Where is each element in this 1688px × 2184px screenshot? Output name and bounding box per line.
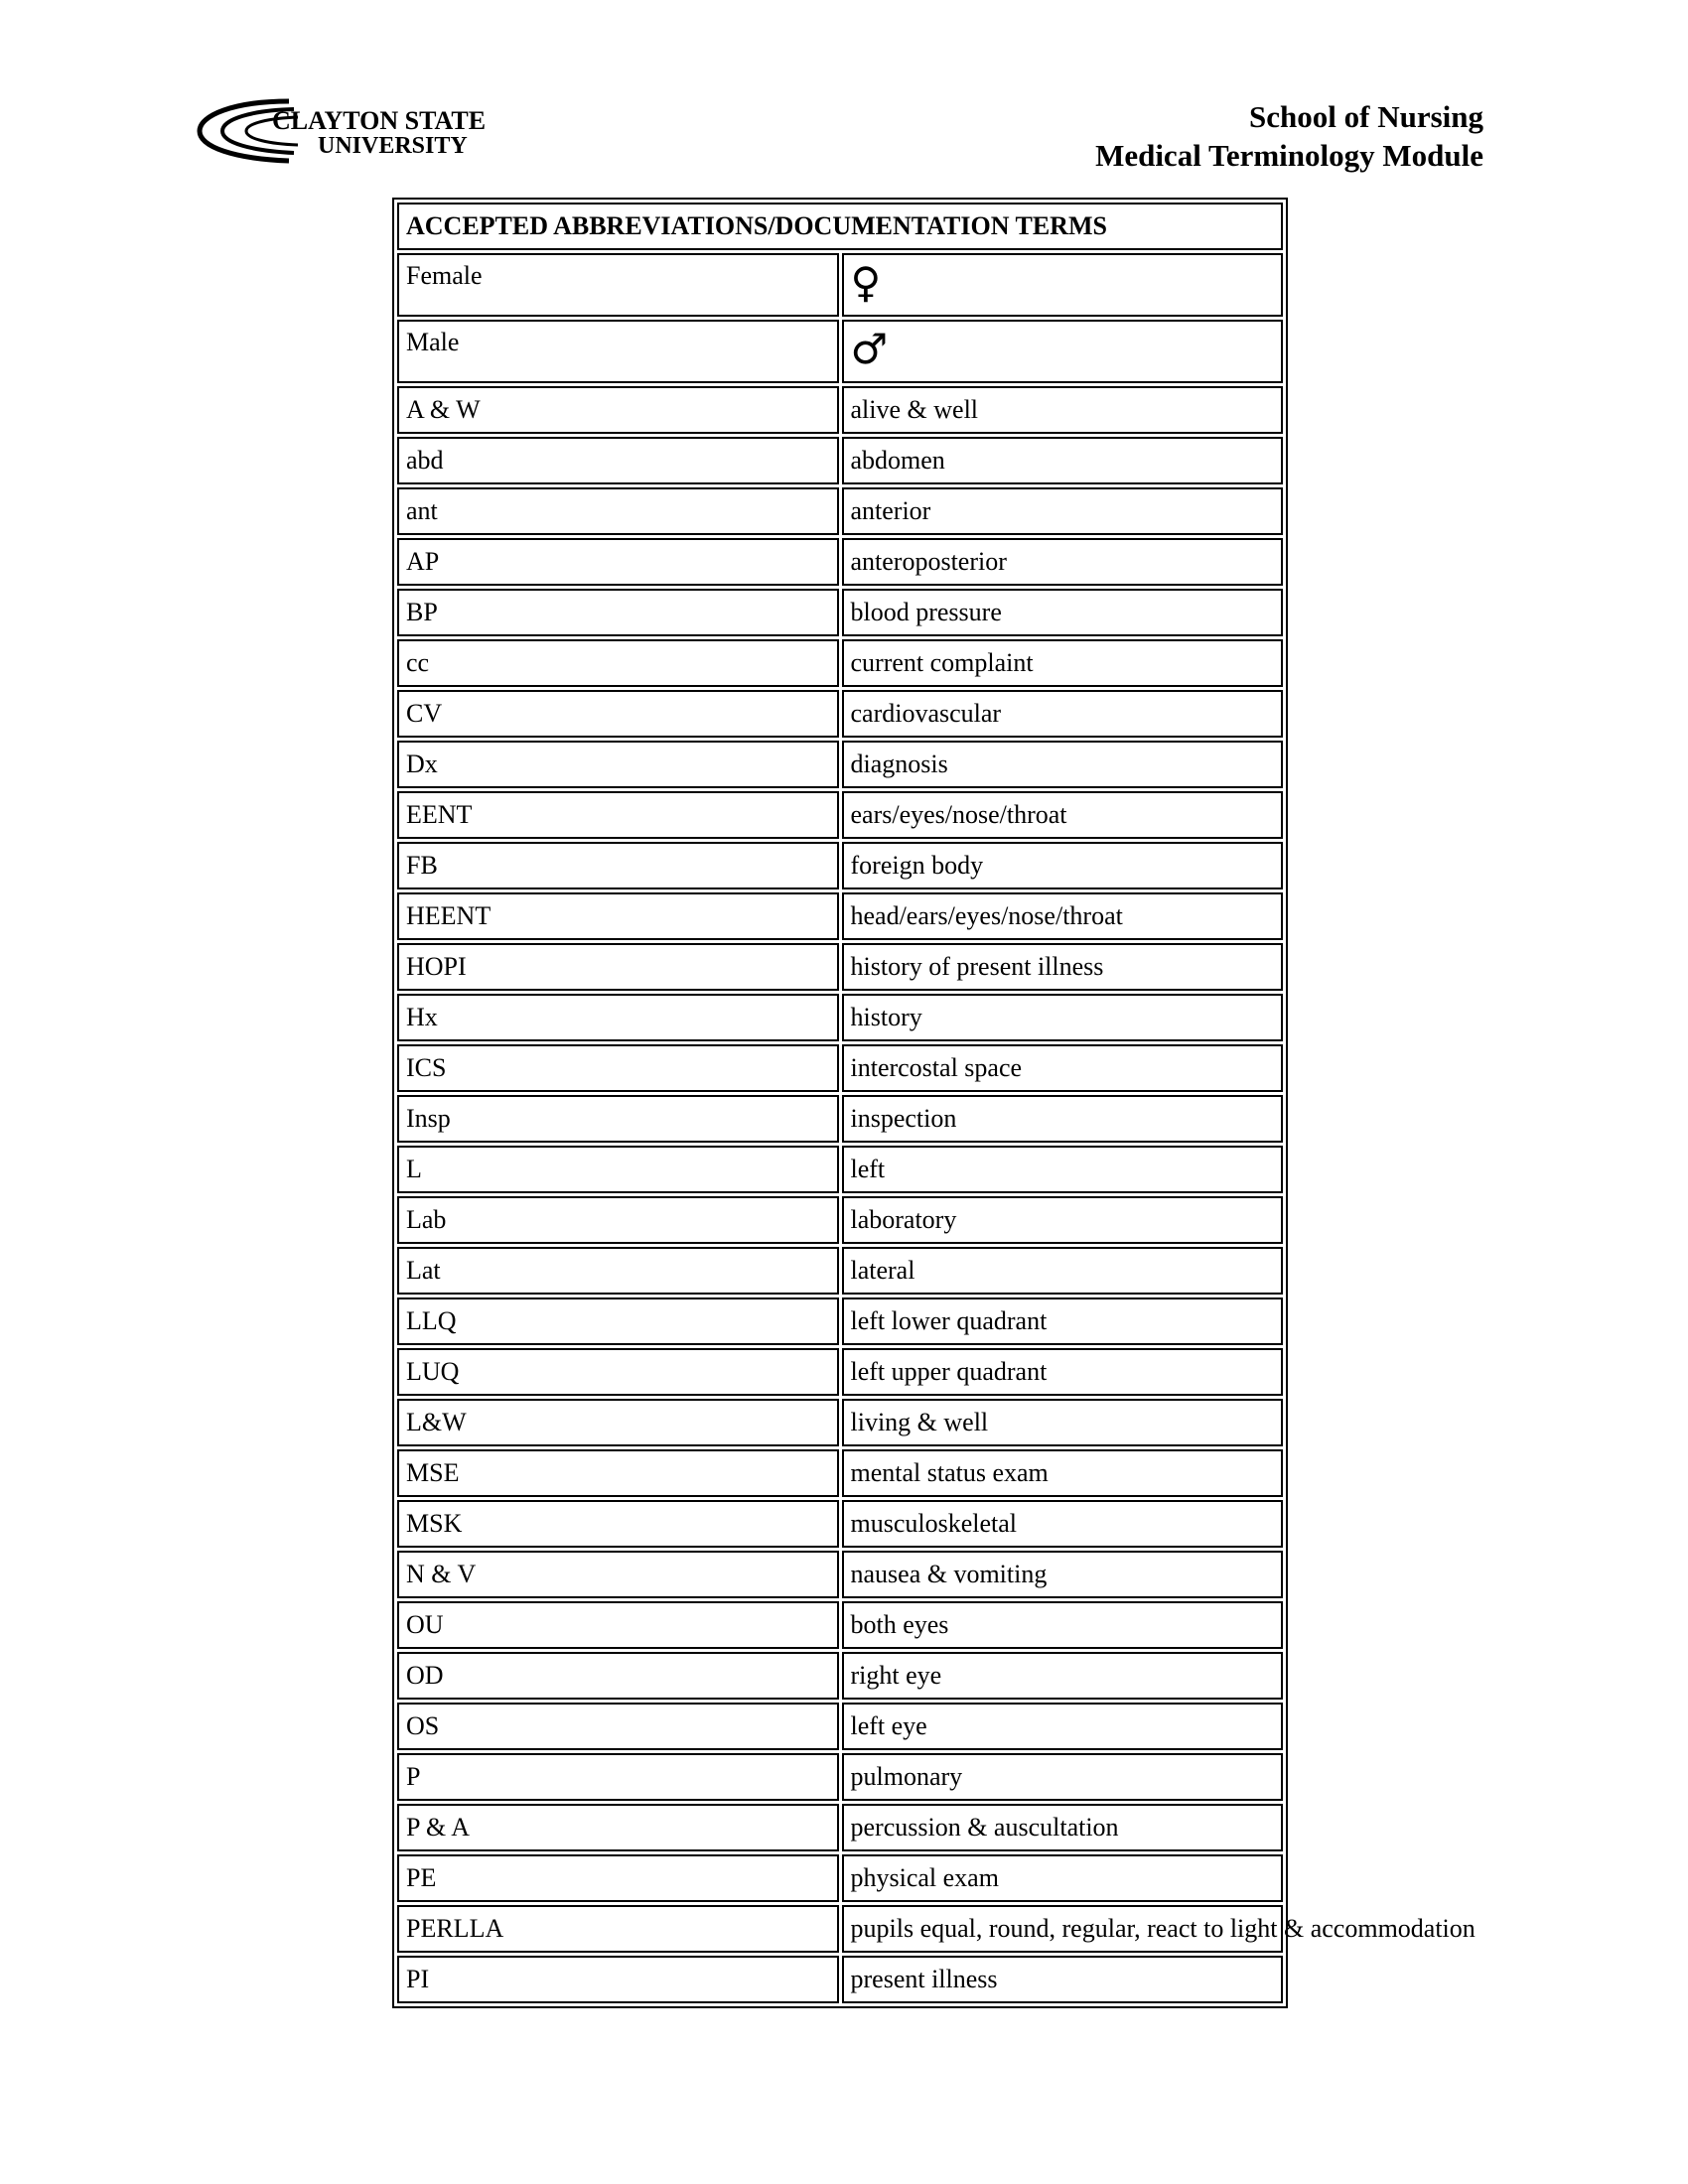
- abbreviation-cell: A & W: [397, 386, 839, 434]
- abbreviation-cell: PE: [397, 1854, 839, 1902]
- abbreviations-table-container: [392, 198, 1476, 2008]
- abbreviations-table: [392, 198, 1476, 2008]
- meaning-cell: laboratory: [842, 1196, 1284, 1244]
- abbreviation-cell: ant: [397, 487, 839, 535]
- meaning-cell: foreign body: [842, 842, 1284, 889]
- meaning-cell: mental status exam: [842, 1449, 1284, 1497]
- table-row: [397, 437, 1283, 484]
- logo-swoosh-icon: [195, 93, 487, 173]
- table-row: [397, 1044, 1283, 1092]
- meaning-cell: lateral: [842, 1247, 1284, 1295]
- table-title: ACCEPTED ABBREVIATIONS/DOCUMENTATION TERMS: [397, 203, 1283, 250]
- table-row: [397, 1854, 1283, 1902]
- table-row: [397, 538, 1283, 586]
- symbol-cell: [842, 320, 1284, 383]
- abbreviation-cell: PI: [397, 1956, 839, 2003]
- abbreviation-cell: ICS: [397, 1044, 839, 1092]
- table-row: [397, 1601, 1283, 1649]
- female-symbol-icon: ♀: [850, 258, 882, 307]
- meaning-cell: head/ears/eyes/nose/throat: [842, 892, 1284, 940]
- abbreviation-cell: HEENT: [397, 892, 839, 940]
- table-row: [397, 1652, 1283, 1700]
- abbreviation-cell: P: [397, 1753, 839, 1801]
- abbreviation-cell: OD: [397, 1652, 839, 1700]
- meaning-cell: abdomen: [842, 437, 1284, 484]
- table-row: [397, 386, 1283, 434]
- table-row: [397, 1146, 1283, 1193]
- meaning-cell: percussion & auscultation: [842, 1804, 1284, 1851]
- meaning-cell: present illness: [842, 1956, 1284, 2003]
- module-title: Medical Terminology Module: [1095, 138, 1483, 173]
- meaning-cell: cardiovascular: [842, 690, 1284, 738]
- table-row: [397, 741, 1283, 788]
- abbreviation-cell: Dx: [397, 741, 839, 788]
- symbol-cell: [842, 253, 1284, 317]
- document-header: [1095, 97, 1483, 175]
- table-row: [397, 487, 1283, 535]
- abbreviation-cell: Lat: [397, 1247, 839, 1295]
- abbreviation-cell: MSK: [397, 1500, 839, 1548]
- meaning-cell: ears/eyes/nose/throat: [842, 791, 1284, 839]
- abbreviation-cell: Insp: [397, 1095, 839, 1143]
- abbreviation-cell: OS: [397, 1703, 839, 1750]
- logo-line2: UNIVERSITY: [318, 133, 468, 159]
- abbreviation-cell: PERLLA: [397, 1905, 839, 1953]
- abbreviation-cell: L&W: [397, 1399, 839, 1446]
- table-row: [397, 1905, 1283, 1953]
- meaning-cell: diagnosis: [842, 741, 1284, 788]
- table-row: [397, 253, 1283, 317]
- term-cell: Male: [397, 320, 839, 383]
- table-row: [397, 1297, 1283, 1345]
- table-row: [397, 892, 1283, 940]
- table-row: [397, 589, 1283, 636]
- meaning-cell: left eye: [842, 1703, 1284, 1750]
- table-row: [397, 1703, 1283, 1750]
- logo-line1: CLAYTON STATE: [272, 106, 487, 135]
- meaning-cell: history of present illness: [842, 943, 1284, 991]
- abbreviation-cell: Hx: [397, 994, 839, 1041]
- meaning-cell: history: [842, 994, 1284, 1041]
- table-row: [397, 1551, 1283, 1598]
- table-row: [397, 1804, 1283, 1851]
- table-row: [397, 1196, 1283, 1244]
- meaning-cell: blood pressure: [842, 589, 1284, 636]
- abbreviation-cell: CV: [397, 690, 839, 738]
- meaning-cell: left: [842, 1146, 1284, 1193]
- table-row: [397, 1348, 1283, 1396]
- meaning-cell: right eye: [842, 1652, 1284, 1700]
- male-symbol-icon: ♂: [850, 325, 889, 373]
- abbreviation-cell: FB: [397, 842, 839, 889]
- meaning-cell: anteroposterior: [842, 538, 1284, 586]
- abbreviation-cell: L: [397, 1146, 839, 1193]
- meaning-cell: nausea & vomiting: [842, 1551, 1284, 1598]
- table-row: [397, 320, 1283, 383]
- table-row: [397, 1095, 1283, 1143]
- abbreviation-cell: MSE: [397, 1449, 839, 1497]
- table-row: [397, 1753, 1283, 1801]
- table-row: [397, 791, 1283, 839]
- abbreviation-cell: Lab: [397, 1196, 839, 1244]
- meaning-cell: left lower quadrant: [842, 1297, 1284, 1345]
- abbreviation-cell: LUQ: [397, 1348, 839, 1396]
- abbreviation-cell: OU: [397, 1601, 839, 1649]
- abbreviation-cell: LLQ: [397, 1297, 839, 1345]
- meaning-cell: pupils equal, round, regular, react to light & accommodation: [842, 1905, 1284, 1953]
- meaning-cell: pulmonary: [842, 1753, 1284, 1801]
- meaning-cell: physical exam: [842, 1854, 1284, 1902]
- table-row: [397, 1500, 1283, 1548]
- meaning-cell: inspection: [842, 1095, 1284, 1143]
- table-title-row: [397, 203, 1283, 250]
- meaning-cell: left upper quadrant: [842, 1348, 1284, 1396]
- table-row: [397, 842, 1283, 889]
- meaning-cell: anterior: [842, 487, 1284, 535]
- meaning-cell: alive & well: [842, 386, 1284, 434]
- table-row: [397, 943, 1283, 991]
- abbreviation-cell: cc: [397, 639, 839, 687]
- table-row: [397, 1399, 1283, 1446]
- table-row: [397, 1956, 1283, 2003]
- school-title: School of Nursing: [1249, 99, 1483, 134]
- table-row: [397, 994, 1283, 1041]
- meaning-cell: living & well: [842, 1399, 1284, 1446]
- table-row: [397, 1449, 1283, 1497]
- table-row: [397, 690, 1283, 738]
- abbreviation-cell: HOPI: [397, 943, 839, 991]
- meaning-cell: intercostal space: [842, 1044, 1284, 1092]
- meaning-cell: current complaint: [842, 639, 1284, 687]
- abbreviation-cell: AP: [397, 538, 839, 586]
- table-row: [397, 1247, 1283, 1295]
- meaning-cell: musculoskeletal: [842, 1500, 1284, 1548]
- abbreviation-cell: BP: [397, 589, 839, 636]
- clayton-state-logo: [195, 93, 487, 173]
- meaning-cell: both eyes: [842, 1601, 1284, 1649]
- term-cell: Female: [397, 253, 839, 317]
- abbreviation-cell: EENT: [397, 791, 839, 839]
- abbreviation-cell: P & A: [397, 1804, 839, 1851]
- table-row: [397, 639, 1283, 687]
- abbreviation-cell: abd: [397, 437, 839, 484]
- abbreviation-cell: N & V: [397, 1551, 839, 1598]
